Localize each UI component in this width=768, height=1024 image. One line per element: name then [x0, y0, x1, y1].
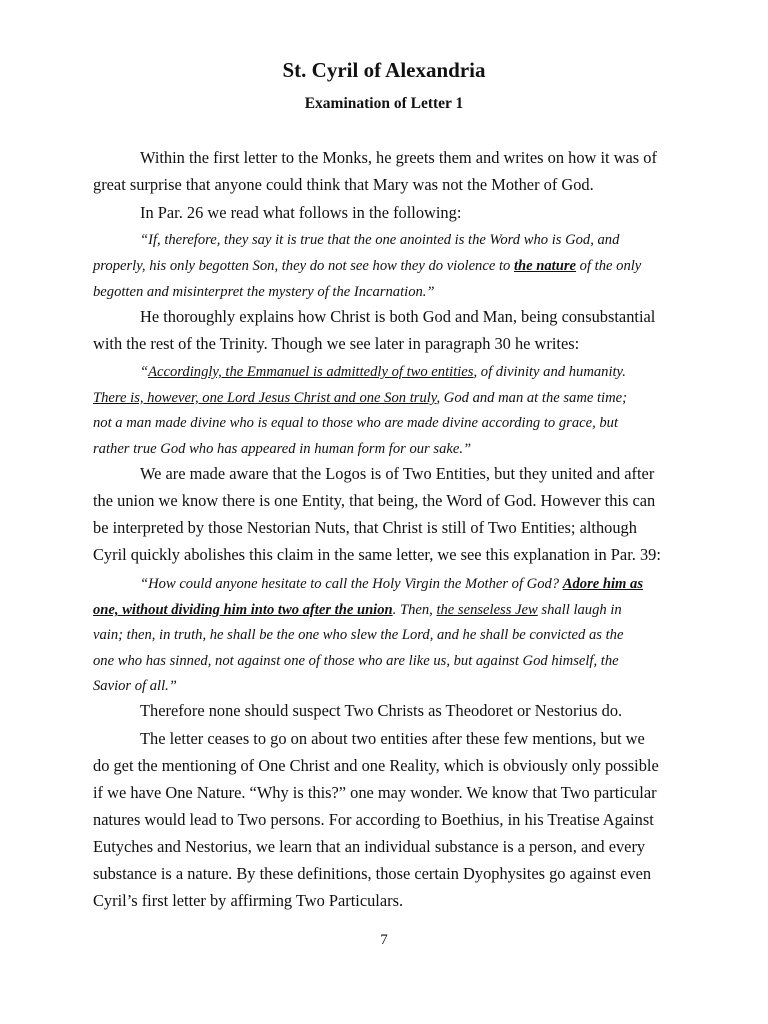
text-line: be interpreted by those Nestorian Nuts, that Christ is still of Two Entities; although	[93, 518, 637, 537]
quote-line: vain; then, in truth, he shall be the one who slew the Lord, and he shall be convicted as the	[93, 627, 624, 643]
quote-line: properly, his only begotten Son, they do not see how they do violence to the nature of the only	[93, 258, 642, 274]
emphasis-underline: the senseless Jew	[436, 602, 538, 618]
text-line: Eutyches and Nestorius, we learn that an individual substance is a person, and every	[93, 837, 646, 856]
quote-line: “Accordingly, the Emmanuel is admittedly of two entities, of divinity and humanity.	[140, 364, 626, 380]
text-line: the union we know there is one Entity, that being, the Word of God. However this can	[93, 491, 656, 510]
text-line: Cyril quickly abolishes this claim in the same letter, we see this explanation in Par. 39:	[93, 545, 661, 564]
document-subtitle: Examination of Letter 1	[304, 95, 464, 112]
page-number: 7	[380, 932, 388, 948]
text-line: if we have One Nature. “Why is this?” one may wonder. We know that Two particular	[93, 783, 657, 802]
quote-line: “If, therefore, they say it is true that the one anointed is the Word who is God, and	[140, 232, 620, 248]
quote-line: one who has sinned, not against one of those who are like us, but against God himself, the	[93, 653, 619, 669]
text-line: substance is a nature. By these definitions, those certain Dyophysites go against even	[93, 864, 652, 883]
text-line: Cyril’s first letter by affirming Two Particulars.	[93, 891, 404, 910]
emphasis-underline: Accordingly, the Emmanuel is admittedly of two entities	[148, 364, 474, 380]
emphasis-underline: one, without dividing him into two after the union	[93, 602, 393, 618]
text-line: natures would lead to Two persons. For according to Boethius, in his Treatise Against	[93, 810, 654, 829]
text-line: Therefore none should suspect Two Christs as Theodoret or Nestorius do.	[140, 701, 623, 720]
text-line: He thoroughly explains how Christ is both God and Man, being consubstantial	[140, 307, 656, 326]
quote-line: begotten and misinterpret the mystery of the Incarnation.”	[93, 284, 435, 300]
text-line: We are made aware that the Logos is of Two Entities, but they united and after	[140, 464, 655, 483]
document-title: St. Cyril of Alexandria	[282, 58, 486, 82]
quote-line: There is, however, one Lord Jesus Christ and one Son truly, God and man at the same time;	[93, 390, 627, 406]
text-line: The letter ceases to go on about two entities after these few mentions, but we	[140, 729, 645, 748]
text-line: do get the mentioning of One Christ and one Reality, which is obviously only possible	[93, 756, 659, 775]
quote-line: rather true God who has appeared in human form for our sake.”	[93, 441, 472, 457]
emphasis-underline: the nature	[513, 258, 577, 274]
quote-line: one, without dividing him into two after the union. Then, the senseless Jew shall laugh in	[93, 602, 622, 618]
emphasis-underline: There is, however, one Lord Jesus Christ and one Son truly	[93, 390, 437, 406]
quote-line: Savior of all.”	[93, 678, 177, 694]
quote-line: “How could anyone hesitate to call the Holy Virgin the Mother of God? Adore him as	[140, 576, 644, 592]
text-line: In Par. 26 we read what follows in the following:	[140, 203, 462, 222]
emphasis-underline: Adore him as	[562, 576, 644, 592]
text-line: great surprise that anyone could think that Mary was not the Mother of God.	[93, 175, 594, 194]
text-line: with the rest of the Trinity. Though we see later in paragraph 30 he writes:	[93, 334, 580, 353]
text-line: Within the first letter to the Monks, he greets them and writes on how it was of	[140, 148, 657, 167]
quote-line: not a man made divine who is equal to those who are made divine according to grace, but	[93, 415, 619, 431]
